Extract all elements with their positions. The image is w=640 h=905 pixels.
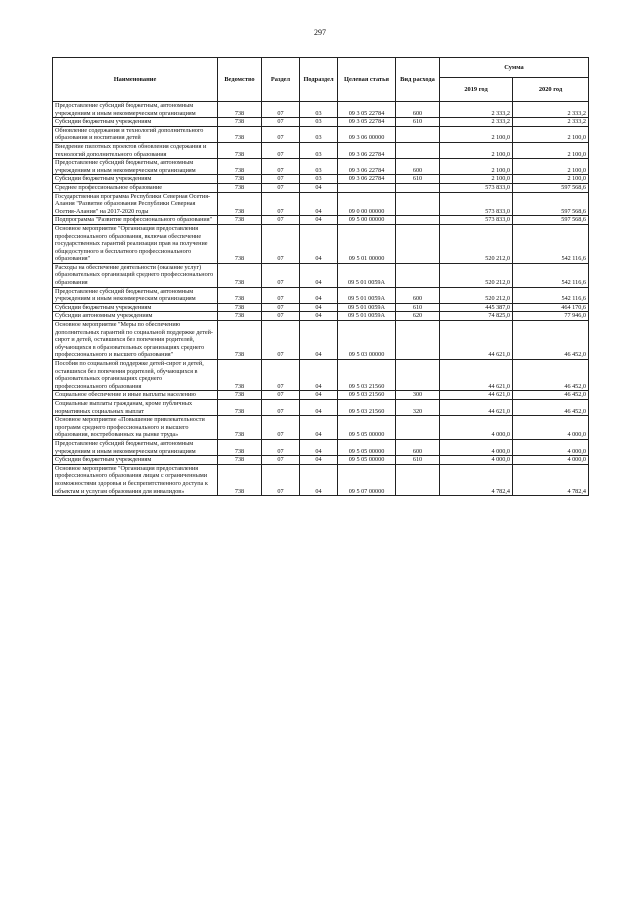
table-row xyxy=(53,192,589,216)
cell-target: 09 3 05 22784 xyxy=(338,118,396,127)
cell-sum-2019: 445 387,0 xyxy=(440,303,513,312)
cell-target: 09 5 05 00000 xyxy=(338,416,396,440)
cell-section: 07 xyxy=(262,102,300,118)
cell-expense xyxy=(396,263,440,287)
cell-target xyxy=(338,183,396,192)
cell-sum-2020: 46 452,0 xyxy=(513,360,589,391)
header-expense: Вид расхода xyxy=(396,58,440,102)
cell-section: 07 xyxy=(262,118,300,127)
cell-expense: 600 xyxy=(396,439,440,455)
cell-department: 738 xyxy=(218,175,262,184)
cell-sum-2019: 573 833,0 xyxy=(440,183,513,192)
table-row xyxy=(53,224,589,263)
cell-section: 07 xyxy=(262,456,300,465)
cell-sum-2019: 2 333,2 xyxy=(440,118,513,127)
cell-name: Субсидии бюджетным учреждениям xyxy=(53,456,218,465)
cell-subsection: 04 xyxy=(300,216,338,225)
cell-name: Социальное обеспечение и иные выплаты населению xyxy=(53,391,218,400)
table-row xyxy=(53,183,589,192)
cell-sum-2020: 46 452,0 xyxy=(513,399,589,415)
cell-section: 07 xyxy=(262,159,300,175)
cell-target: 09 5 05 00000 xyxy=(338,439,396,455)
header-department: Ведомство xyxy=(218,58,262,102)
cell-expense: 610 xyxy=(396,303,440,312)
cell-department: 738 xyxy=(218,360,262,391)
cell-department: 738 xyxy=(218,216,262,225)
cell-expense: 610 xyxy=(396,175,440,184)
cell-name: Расходы на обеспечение деятельности (оказание услуг) образовательных организаций среднего профессионального образования xyxy=(53,263,218,287)
cell-sum-2020: 597 568,6 xyxy=(513,183,589,192)
cell-department: 738 xyxy=(218,312,262,321)
cell-target: 09 5 01 0059А xyxy=(338,263,396,287)
table-row xyxy=(53,263,589,287)
cell-sum-2020: 464 170,6 xyxy=(513,303,589,312)
cell-name: Субсидии бюджетным учреждениям xyxy=(53,175,218,184)
cell-sum-2020: 597 568,6 xyxy=(513,192,589,216)
cell-target: 09 5 00 00000 xyxy=(338,216,396,225)
cell-name: Социальные выплаты гражданам, кроме публичных нормативных социальных выплат xyxy=(53,399,218,415)
cell-section: 07 xyxy=(262,303,300,312)
cell-sum-2019: 2 100,0 xyxy=(440,126,513,142)
cell-section: 07 xyxy=(262,263,300,287)
table-row xyxy=(53,312,589,321)
cell-sum-2019: 573 833,0 xyxy=(440,216,513,225)
cell-expense: 610 xyxy=(396,456,440,465)
cell-subsection: 04 xyxy=(300,321,338,360)
cell-sum-2020: 4 782,4 xyxy=(513,464,589,495)
cell-sum-2019: 44 621,0 xyxy=(440,391,513,400)
budget-table xyxy=(52,57,589,496)
cell-section: 07 xyxy=(262,439,300,455)
cell-sum-2020: 2 333,2 xyxy=(513,102,589,118)
cell-sum-2020: 46 452,0 xyxy=(513,391,589,400)
header-sum: Сумма xyxy=(440,58,589,78)
cell-department: 738 xyxy=(218,464,262,495)
cell-subsection: 03 xyxy=(300,102,338,118)
table-row xyxy=(53,321,589,360)
cell-subsection: 04 xyxy=(300,399,338,415)
cell-subsection: 04 xyxy=(300,303,338,312)
cell-subsection: 04 xyxy=(300,287,338,303)
cell-section: 07 xyxy=(262,399,300,415)
cell-subsection: 04 xyxy=(300,464,338,495)
cell-name: Предоставление субсидий бюджетным, автономным учреждениям и иным некоммерческим организациям xyxy=(53,102,218,118)
cell-sum-2019: 4 000,0 xyxy=(440,416,513,440)
cell-subsection: 04 xyxy=(300,391,338,400)
cell-target: 09 3 06 00000 xyxy=(338,126,396,142)
cell-department: 738 xyxy=(218,456,262,465)
table-row xyxy=(53,456,589,465)
cell-expense: 600 xyxy=(396,287,440,303)
cell-target: 09 5 01 0059А xyxy=(338,303,396,312)
cell-expense xyxy=(396,216,440,225)
cell-expense: 620 xyxy=(396,312,440,321)
cell-section: 07 xyxy=(262,192,300,216)
cell-target: 09 0 00 00000 xyxy=(338,192,396,216)
cell-expense: 610 xyxy=(396,118,440,127)
cell-subsection: 03 xyxy=(300,118,338,127)
cell-department: 738 xyxy=(218,439,262,455)
cell-section: 07 xyxy=(262,216,300,225)
cell-subsection: 03 xyxy=(300,142,338,158)
cell-target: 09 5 01 0059А xyxy=(338,287,396,303)
cell-name: Основное мероприятие "Организация предоставления профессионального образования, включая обеспечение государственных гарантий реализации прав на получение общедоступного и бесплатного профессионального образования" xyxy=(53,224,218,263)
cell-target: 09 5 01 00000 xyxy=(338,224,396,263)
cell-section: 07 xyxy=(262,312,300,321)
cell-subsection: 04 xyxy=(300,439,338,455)
cell-section: 07 xyxy=(262,183,300,192)
header-section: Раздел xyxy=(262,58,300,102)
table-row xyxy=(53,399,589,415)
cell-subsection: 04 xyxy=(300,416,338,440)
cell-expense xyxy=(396,464,440,495)
cell-sum-2019: 4 000,0 xyxy=(440,439,513,455)
cell-sum-2020: 77 946,0 xyxy=(513,312,589,321)
cell-section: 07 xyxy=(262,175,300,184)
cell-name: Подпрограмма "Развитие профессионального образования" xyxy=(53,216,218,225)
header-year-2020: 2020 год xyxy=(513,78,589,102)
cell-sum-2020: 2 100,0 xyxy=(513,159,589,175)
header-target: Целевая статья xyxy=(338,58,396,102)
cell-sum-2020: 2 100,0 xyxy=(513,126,589,142)
cell-section: 07 xyxy=(262,360,300,391)
cell-target: 09 5 01 0059А xyxy=(338,312,396,321)
cell-sum-2020: 2 100,0 xyxy=(513,175,589,184)
cell-name: Государственная программа Республики Северная Осетия-Алания "Развитие образования Республики Северная Осетия-Алания" на 2017-2020 годы xyxy=(53,192,218,216)
cell-name: Основное мероприятие "Организация предоставления профессионального образования лицам с ограниченными возможностями здоровья и беспрепятственного доступа к объектам и услугам образования для инвалидов» xyxy=(53,464,218,495)
cell-subsection: 04 xyxy=(300,224,338,263)
cell-section: 07 xyxy=(262,416,300,440)
cell-department: 738 xyxy=(218,321,262,360)
cell-name: Пособия по социальной поддержке детей-сирот и детей, оставшихся без попечения родителей, обучающихся в образовательных организациях среднего профессионального образования xyxy=(53,360,218,391)
cell-sum-2019: 74 825,0 xyxy=(440,312,513,321)
cell-department: 738 xyxy=(218,399,262,415)
cell-section: 07 xyxy=(262,224,300,263)
cell-expense xyxy=(396,142,440,158)
cell-sum-2019: 2 100,0 xyxy=(440,175,513,184)
cell-sum-2020: 2 333,2 xyxy=(513,118,589,127)
cell-name: Обновление содержания и технологий дополнительного образования и воспитания детей xyxy=(53,126,218,142)
cell-sum-2019: 2 333,2 xyxy=(440,102,513,118)
table-row xyxy=(53,216,589,225)
cell-section: 07 xyxy=(262,321,300,360)
cell-expense xyxy=(396,126,440,142)
cell-department: 738 xyxy=(218,159,262,175)
cell-subsection: 04 xyxy=(300,360,338,391)
cell-department: 738 xyxy=(218,102,262,118)
cell-target: 09 5 03 21560 xyxy=(338,399,396,415)
cell-expense xyxy=(396,360,440,391)
header-name: Наименование xyxy=(53,58,218,102)
cell-sum-2019: 44 621,0 xyxy=(440,360,513,391)
cell-target: 09 3 05 22784 xyxy=(338,102,396,118)
cell-subsection: 04 xyxy=(300,192,338,216)
cell-target: 09 5 07 00000 xyxy=(338,464,396,495)
table-row xyxy=(53,287,589,303)
header-subsection: Подраздел xyxy=(300,58,338,102)
cell-name: Основное мероприятие «Повышение привлекательности программ среднего профессионального и высшего образования, востребованных на рынке труда» xyxy=(53,416,218,440)
cell-expense xyxy=(396,321,440,360)
cell-name: Предоставление субсидий бюджетным, автономным учреждениям и иным некоммерческим организациям xyxy=(53,159,218,175)
cell-sum-2020: 597 568,6 xyxy=(513,216,589,225)
cell-target: 09 3 06 22784 xyxy=(338,142,396,158)
cell-sum-2020: 542 116,6 xyxy=(513,263,589,287)
cell-expense: 600 xyxy=(396,102,440,118)
cell-department: 738 xyxy=(218,303,262,312)
cell-section: 07 xyxy=(262,126,300,142)
cell-name: Субсидии автономным учреждениям xyxy=(53,312,218,321)
table-header xyxy=(53,58,589,102)
cell-section: 07 xyxy=(262,391,300,400)
cell-department: 738 xyxy=(218,192,262,216)
cell-department: 738 xyxy=(218,126,262,142)
table-row xyxy=(53,464,589,495)
cell-department: 738 xyxy=(218,391,262,400)
cell-expense xyxy=(396,416,440,440)
cell-subsection: 03 xyxy=(300,159,338,175)
cell-expense: 300 xyxy=(396,391,440,400)
cell-department: 738 xyxy=(218,118,262,127)
cell-department: 738 xyxy=(218,142,262,158)
cell-department: 738 xyxy=(218,287,262,303)
cell-sum-2019: 4 000,0 xyxy=(440,456,513,465)
cell-name: Среднее профессиональное образование xyxy=(53,183,218,192)
cell-sum-2020: 542 116,6 xyxy=(513,224,589,263)
cell-sum-2020: 4 000,0 xyxy=(513,456,589,465)
table-row xyxy=(53,126,589,142)
cell-subsection: 04 xyxy=(300,312,338,321)
cell-expense xyxy=(396,192,440,216)
cell-name: Основное мероприятие "Меры по обеспечению дополнительных гарантий по социальной поддержке детей-сирот и детей, оставшихся без попечения родителей, обучающихся в образовательных организациях среднего профессионального и высшего образования" xyxy=(53,321,218,360)
cell-section: 07 xyxy=(262,287,300,303)
cell-target: 09 3 06 22784 xyxy=(338,175,396,184)
cell-subsection: 04 xyxy=(300,263,338,287)
cell-name: Внедрение пилотных проектов обновления содержания и технологий дополнительного образования xyxy=(53,142,218,158)
table-row xyxy=(53,159,589,175)
cell-expense xyxy=(396,183,440,192)
cell-name: Предоставление субсидий бюджетным, автономным учреждениям и иным некоммерческим организациям xyxy=(53,287,218,303)
cell-sum-2020: 46 452,0 xyxy=(513,321,589,360)
header-year-2019: 2019 год xyxy=(440,78,513,102)
cell-sum-2019: 44 621,0 xyxy=(440,399,513,415)
table-row xyxy=(53,391,589,400)
cell-sum-2019: 44 621,0 xyxy=(440,321,513,360)
cell-department: 738 xyxy=(218,416,262,440)
cell-section: 07 xyxy=(262,464,300,495)
table-row xyxy=(53,360,589,391)
cell-name: Предоставление субсидий бюджетным, автономным учреждениям и иным некоммерческим организациям xyxy=(53,439,218,455)
cell-sum-2019: 2 100,0 xyxy=(440,142,513,158)
cell-department: 738 xyxy=(218,224,262,263)
cell-target: 09 5 03 21560 xyxy=(338,360,396,391)
cell-sum-2019: 520 212,0 xyxy=(440,224,513,263)
cell-subsection: 03 xyxy=(300,175,338,184)
page-number: 297 xyxy=(314,28,326,37)
cell-subsection: 04 xyxy=(300,183,338,192)
table-row xyxy=(53,142,589,158)
cell-expense: 600 xyxy=(396,159,440,175)
cell-subsection: 04 xyxy=(300,456,338,465)
cell-sum-2020: 4 000,0 xyxy=(513,439,589,455)
table-row xyxy=(53,439,589,455)
cell-target: 09 5 05 00000 xyxy=(338,456,396,465)
table-row xyxy=(53,118,589,127)
cell-sum-2019: 4 782,4 xyxy=(440,464,513,495)
cell-sum-2020: 4 000,0 xyxy=(513,416,589,440)
cell-section: 07 xyxy=(262,142,300,158)
cell-department: 738 xyxy=(218,263,262,287)
table-row xyxy=(53,175,589,184)
table-row xyxy=(53,416,589,440)
table-row xyxy=(53,303,589,312)
cell-target: 09 5 03 00000 xyxy=(338,321,396,360)
cell-name: Субсидии бюджетным учреждениям xyxy=(53,303,218,312)
cell-sum-2019: 520 212,0 xyxy=(440,263,513,287)
cell-sum-2019: 2 100,0 xyxy=(440,159,513,175)
cell-target: 09 5 03 21560 xyxy=(338,391,396,400)
cell-expense xyxy=(396,224,440,263)
cell-sum-2020: 542 116,6 xyxy=(513,287,589,303)
cell-name: Субсидии бюджетным учреждениям xyxy=(53,118,218,127)
cell-subsection: 03 xyxy=(300,126,338,142)
table-body xyxy=(53,102,589,496)
table-row xyxy=(53,102,589,118)
cell-target: 09 3 06 22784 xyxy=(338,159,396,175)
cell-sum-2019: 573 833,0 xyxy=(440,192,513,216)
cell-sum-2019: 520 212,0 xyxy=(440,287,513,303)
cell-department: 738 xyxy=(218,183,262,192)
cell-sum-2020: 2 100,0 xyxy=(513,142,589,158)
cell-expense: 320 xyxy=(396,399,440,415)
